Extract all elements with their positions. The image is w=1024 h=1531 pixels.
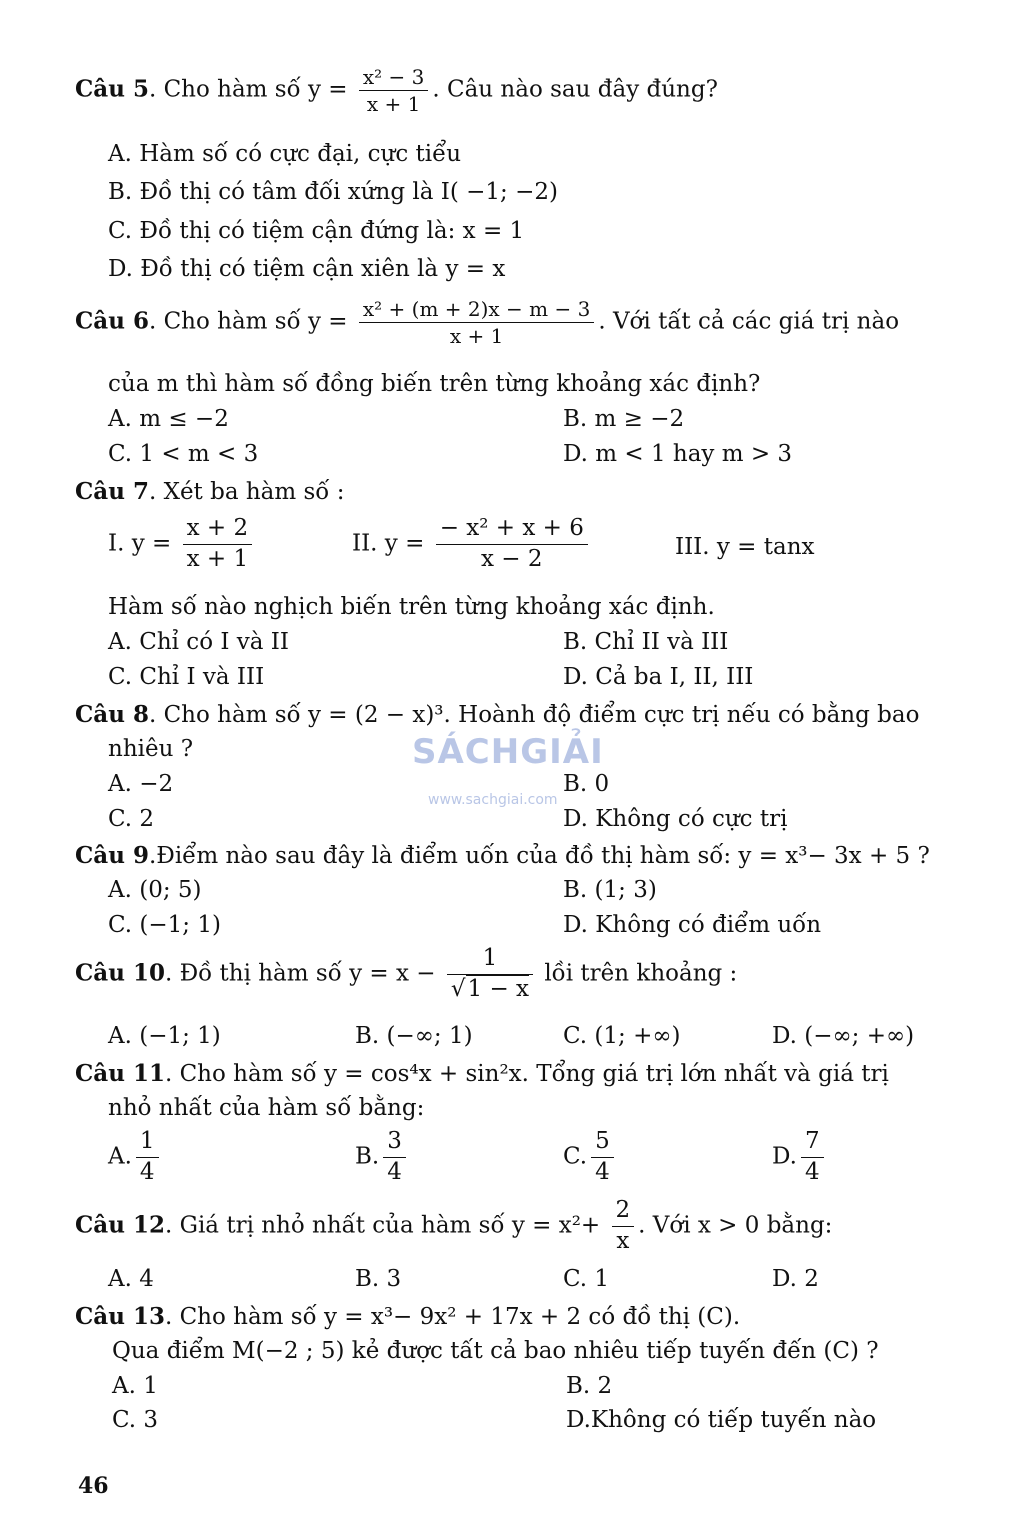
q11-label: Câu 11 [75,1060,165,1087]
q9-option-c: C. (−1; 1) [108,912,221,938]
q12-label: Câu 12 [75,1211,165,1239]
q6-option-c: C. 1 < m < 3 [108,441,259,467]
q8-stem: Câu 8. Cho hàm số y = (2 − x)³. Hoành độ điểm cực trị nếu có bằng bao [75,701,920,728]
q6-option-b: B. m ≥ −2 [563,406,685,432]
q10-option-d: D. (−∞; +∞) [772,1023,915,1049]
q8-option-a: A. −2 [108,771,174,797]
q7-f2-fraction: $\frac{\text{− x² + x + 6}}{x - 2}$ [436,514,588,575]
q5-label: Câu 5 [75,75,149,103]
q13-option-c: C. 3 [112,1407,159,1433]
q10-option-a: A. (−1; 1) [108,1023,221,1049]
q5-fraction: $\frac{\text{x² − 3}}{x + 1}$ [359,64,429,117]
q7-option-d: D. Cả ba I, II, III [563,664,754,690]
q6-option-a: A. m ≤ −2 [108,406,229,432]
q10-option-c: C. (1; +∞) [563,1023,681,1049]
q11-option-d: D. $\frac{7}{4}$ [772,1127,828,1188]
q11-a-fraction: $\frac{1}{4}$ [136,1127,159,1188]
q7-function-1: I. y = $\frac{x + 2}{x + 1}$ [108,514,256,575]
q7-label: Câu 7 [75,478,149,505]
q11-line2: nhỏ nhất của hàm số bằng: [108,1095,425,1121]
q11-option-a: A. $\frac{1}{4}$ [108,1127,163,1188]
q7-option-b: B. Chỉ II và III [563,629,729,655]
q5-option-d: D. Đồ thị có tiệm cận xiên là y = x [108,256,506,282]
q10-option-b: B. (−∞; 1) [355,1023,473,1049]
q5-option-c: C. Đồ thị có tiệm cận đứng là: x = 1 [108,218,525,244]
q7-function-3: III. y = tanx [675,534,815,560]
q13-option-d: D.Không có tiếp tuyến nào [566,1407,877,1433]
q9-option-b: B. (1; 3) [563,877,657,903]
q10-label: Câu 10 [75,959,165,987]
watermark-url: www.sachgiai.com [428,792,558,808]
q13-option-a: A. 1 [112,1373,158,1399]
q7-option-c: C. Chỉ I và III [108,664,265,690]
q7-line2: Hàm số nào nghịch biến trên từng khoảng xác định. [108,594,715,620]
q7-stem: Câu 7. Xét ba hàm số : [75,478,345,505]
q5-option-b: B. Đồ thị có tâm đối xứng là I( −1; −2) [108,179,558,205]
q11-stem: Câu 11. Cho hàm số y = cos⁴x + sin²x. Tổng giá trị lớn nhất và giá trị [75,1060,889,1087]
q8-line2: nhiêu ? [108,736,194,762]
q6-line2: của m thì hàm số đồng biến trên từng khoảng xác định? [108,371,761,397]
q12-fraction: $\frac{2}{x}$ [612,1196,635,1257]
q7-function-2: II. y = $\frac{\text{− x² + x + 6}}{x - 2}$ [352,514,592,575]
page-number: 46 [78,1473,109,1499]
q10-stem: Câu 10. Đồ thị hàm số y = x − $\frac{1}{√1 - x}$ lồi trên khoảng : [75,944,737,1005]
q10-fraction: $\frac{1}{√1 - x}$ [447,944,533,1005]
q6-fraction: $\frac{\text{x² + (m + 2)x − m − 3}}{x + 1}$ [359,296,594,349]
q11-b-fraction: $\frac{3}{4}$ [383,1127,406,1188]
q13-label: Câu 13 [75,1303,165,1330]
q5-option-a: A. Hàm số có cực đại, cực tiểu [108,141,462,167]
q8-option-b: B. 0 [563,771,610,797]
q9-option-d: D. Không có điểm uốn [563,912,822,938]
q13-line2: Qua điểm M(−2 ; 5) kẻ được tất cả bao nhiêu tiếp tuyến đến (C) ? [112,1338,879,1364]
q7-option-a: A. Chỉ có I và II [108,629,289,655]
q12-option-a: A. 4 [108,1266,154,1292]
q8-option-c: C. 2 [108,806,155,832]
q7-f1-fraction: $\frac{x + 2}{x + 1}$ [183,514,253,575]
watermark-logo: SÁCHGIẢI [412,732,604,772]
q11-c-fraction: $\frac{5}{4}$ [591,1127,614,1188]
q9-label: Câu 9 [75,842,149,869]
q5-stem: Câu 5. Cho hàm số y = $\frac{\text{x² − 3}}{x + 1}$ . Câu nào sau đây đúng? [75,65,718,116]
q12-option-c: C. 1 [563,1266,610,1292]
q11-option-c: C. $\frac{5}{4}$ [563,1127,618,1188]
q11-d-fraction: $\frac{7}{4}$ [801,1127,824,1188]
q6-stem: Câu 6. Cho hàm số y = $\frac{\text{x² + (m + 2)x − m − 3}}{x + 1}$ . Với tất cả các giá trị nào [75,297,900,348]
q12-option-b: B. 3 [355,1266,402,1292]
q9-option-a: A. (0; 5) [108,877,202,903]
q12-stem: Câu 12. Giá trị nhỏ nhất của hàm số y = x²+ $\frac{2}{x}$ . Với x > 0 bằng: [75,1196,832,1257]
q10-sqrt-radicand: 1 − x [467,975,529,1002]
q13-option-b: B. 2 [566,1373,613,1399]
q13-stem: Câu 13. Cho hàm số y = x³− 9x² + 17x + 2 có đồ thị (C). [75,1303,741,1330]
q12-option-d: D. 2 [772,1266,819,1292]
q11-option-b: B. $\frac{3}{4}$ [355,1127,410,1188]
q8-option-d: D. Không có cực trị [563,806,788,832]
q8-label: Câu 8 [75,701,149,728]
q6-option-d: D. m < 1 hay m > 3 [563,441,793,467]
q6-label: Câu 6 [75,307,149,335]
q9-stem: Câu 9.Điểm nào sau đây là điểm uốn của đồ thị hàm số: y = x³− 3x + 5 ? [75,842,930,869]
